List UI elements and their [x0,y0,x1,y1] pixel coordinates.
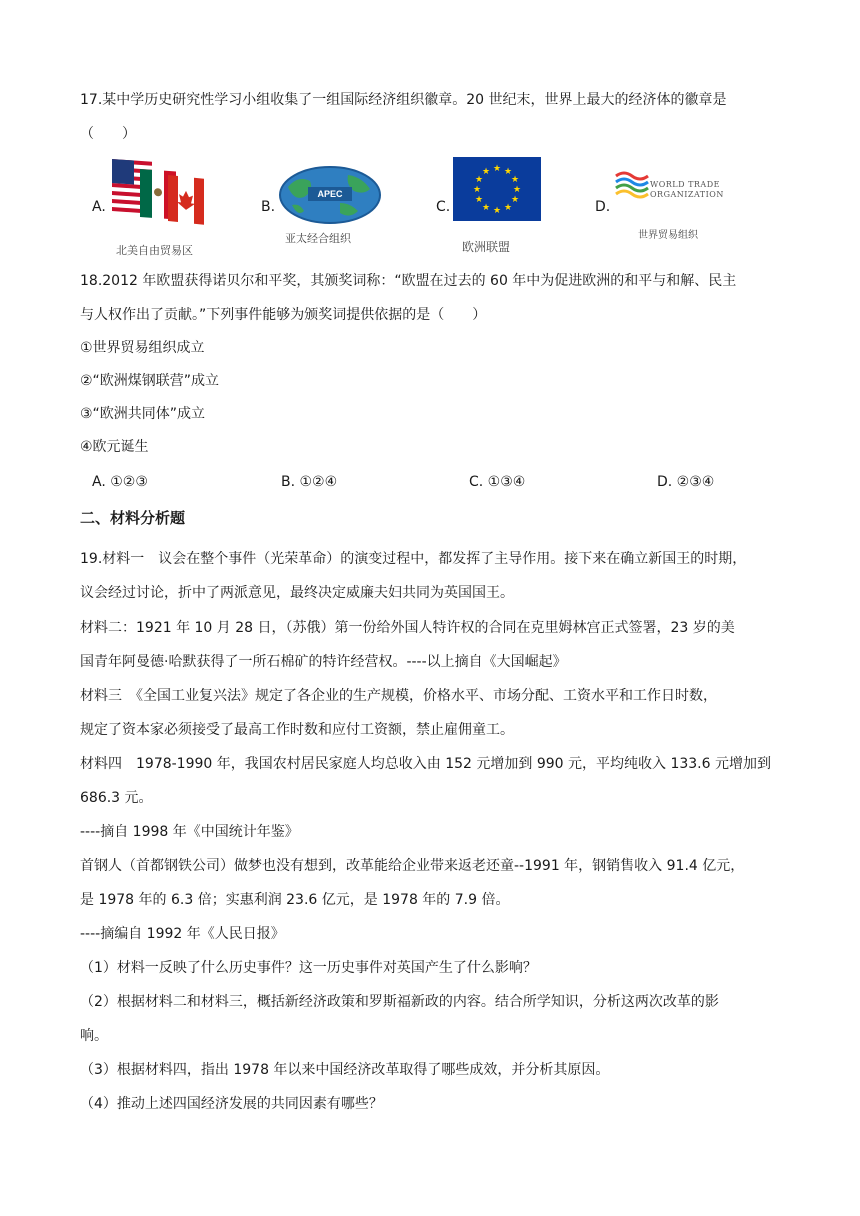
q19-line-11: 是 1978 年的 6.3 倍；实惠利润 23.6 亿元，是 1978 年的 7.9 倍。 [80,892,510,908]
q19-subquestion-2-line1: （2）根据材料二和材料三，概括新经济政策和罗斯福新政的内容。结合所学知识，分析这两次改革的影 [80,994,719,1010]
q19-subquestion-2-line2: 响。 [80,1028,108,1044]
svg-text:★: ★ [481,203,491,213]
q18-item-2: ②“欧洲煤钢联营”成立 [80,373,220,389]
q19-line-1: 19.材料一 议会在整个事件（光荣革命）的演变过程中，都发挥了主导作用。接下来在确立新国王的时期， [80,551,747,567]
svg-text:★: ★ [503,203,513,213]
svg-text:★: ★ [503,167,513,177]
svg-text:★: ★ [481,167,491,177]
q17-option-b-caption: 亚太经合组织 [285,232,351,245]
section-heading: 二、材料分析题 [80,509,186,527]
q17-option-c-letter: C. [436,199,451,215]
q19-subquestion-3: （3）根据材料四，指出 1978 年以来中国经济改革取得了哪些成效，并分析其原因。 [80,1062,610,1078]
q17-option-c-caption: 欧洲联盟 [462,240,511,254]
q19-line-8: 686.3 元。 [80,790,153,806]
q19-subquestion-1: （1）材料一反映了什么历史事件？这一历史事件对英国产生了什么影响？ [80,960,537,976]
q18-stem-line1: 18.2012 年欧盟获得诺贝尔和平奖，其颁奖词称：“欧盟在过去的 60 年中为促进欧洲的和平与和解、民主 [80,273,737,289]
wto-logo-text-line2: ORGANIZATION [650,190,724,199]
q18-choice-b: B. ①②④ [281,474,338,490]
q19-line-12: ----摘编自 1992 年《人民日报》 [80,926,285,942]
q17-option-a-caption: 北美自由贸易区 [116,244,193,257]
svg-text:★: ★ [472,185,482,195]
q18-stem-line2: 与人权作出了贡献。”下列事件能够为颁奖词提供依据的是（ ） [80,307,487,323]
svg-text:★: ★ [474,195,484,205]
svg-text:★: ★ [512,185,522,195]
q19-line-6: 规定了资本家必须接受了最高工作时数和应付工资额，禁止雇佣童工。 [80,722,514,738]
q18-choice-a: A. ①②③ [92,474,148,490]
svg-text:★: ★ [510,195,520,205]
q19-line-9: ----摘自 1998 年《中国统计年鉴》 [80,824,299,840]
apec-logo-text: APEC [317,189,343,199]
q17-stem-line2: （ ） [80,126,136,142]
q17-option-d-caption: 世界贸易组织 [638,230,698,241]
svg-text:★: ★ [474,175,484,185]
q17-option-b-letter: B. [261,199,276,215]
wto-logo [612,168,652,204]
q18-item-1: ①世界贸易组织成立 [80,340,205,356]
q17-stem-line1: 17.某中学历史研究性学习小组收集了一组国际经济组织徽章。20 世纪末，世界上最大的经济体的徽章是 [80,92,727,108]
q19-line-2: 议会经过讨论，折中了两派意见，最终决定威廉夫妇共同为英国国王。 [80,585,514,601]
q19-subquestion-4: （4）推动上述四国经济发展的共同因素有哪些？ [80,1096,383,1112]
q18-item-3: ③“欧洲共同体”成立 [80,406,206,422]
q19-line-10: 首钢人（首都钢铁公司）做梦也没有想到，改革能给企业带来返老还童--1991 年，钢销售收入 91.4 亿元， [80,858,745,874]
q19-line-5: 材料三 《全国工业复兴法》规定了各企业的生产规模，价格水平、市场分配、工资水平和工作日时数， [80,688,717,704]
nafta-flags-image [110,155,208,233]
svg-text:★: ★ [492,206,502,216]
q18-choice-d: D. ②③④ [657,474,715,490]
q19-line-4: 国青年阿曼德·哈默获得了一所石棉矿的特许经营权。----以上摘自《大国崛起》 [80,654,567,670]
q17-option-a-letter: A. [92,199,106,215]
q19-line-3: 材料二：1921 年 10 月 28 日，（苏俄）第一份给外国人特许权的合同在克里姆林宫正式签署，23 岁的美 [80,620,735,636]
q18-choice-c: C. ①③④ [469,474,526,490]
wto-logo-text-line1: WORLD TRADE [650,180,720,189]
q18-item-4: ④欧元诞生 [80,439,149,455]
q19-line-7: 材料四 1978-1990 年，我国农村居民家庭人均总收入由 152 元增加到 990 元，平均纯收入 133.6 元增加到 [80,756,771,772]
q17-option-d-letter: D. [595,199,611,215]
svg-text:★: ★ [510,175,520,185]
svg-text:★: ★ [492,164,502,174]
eu-flag-image [453,157,541,221]
